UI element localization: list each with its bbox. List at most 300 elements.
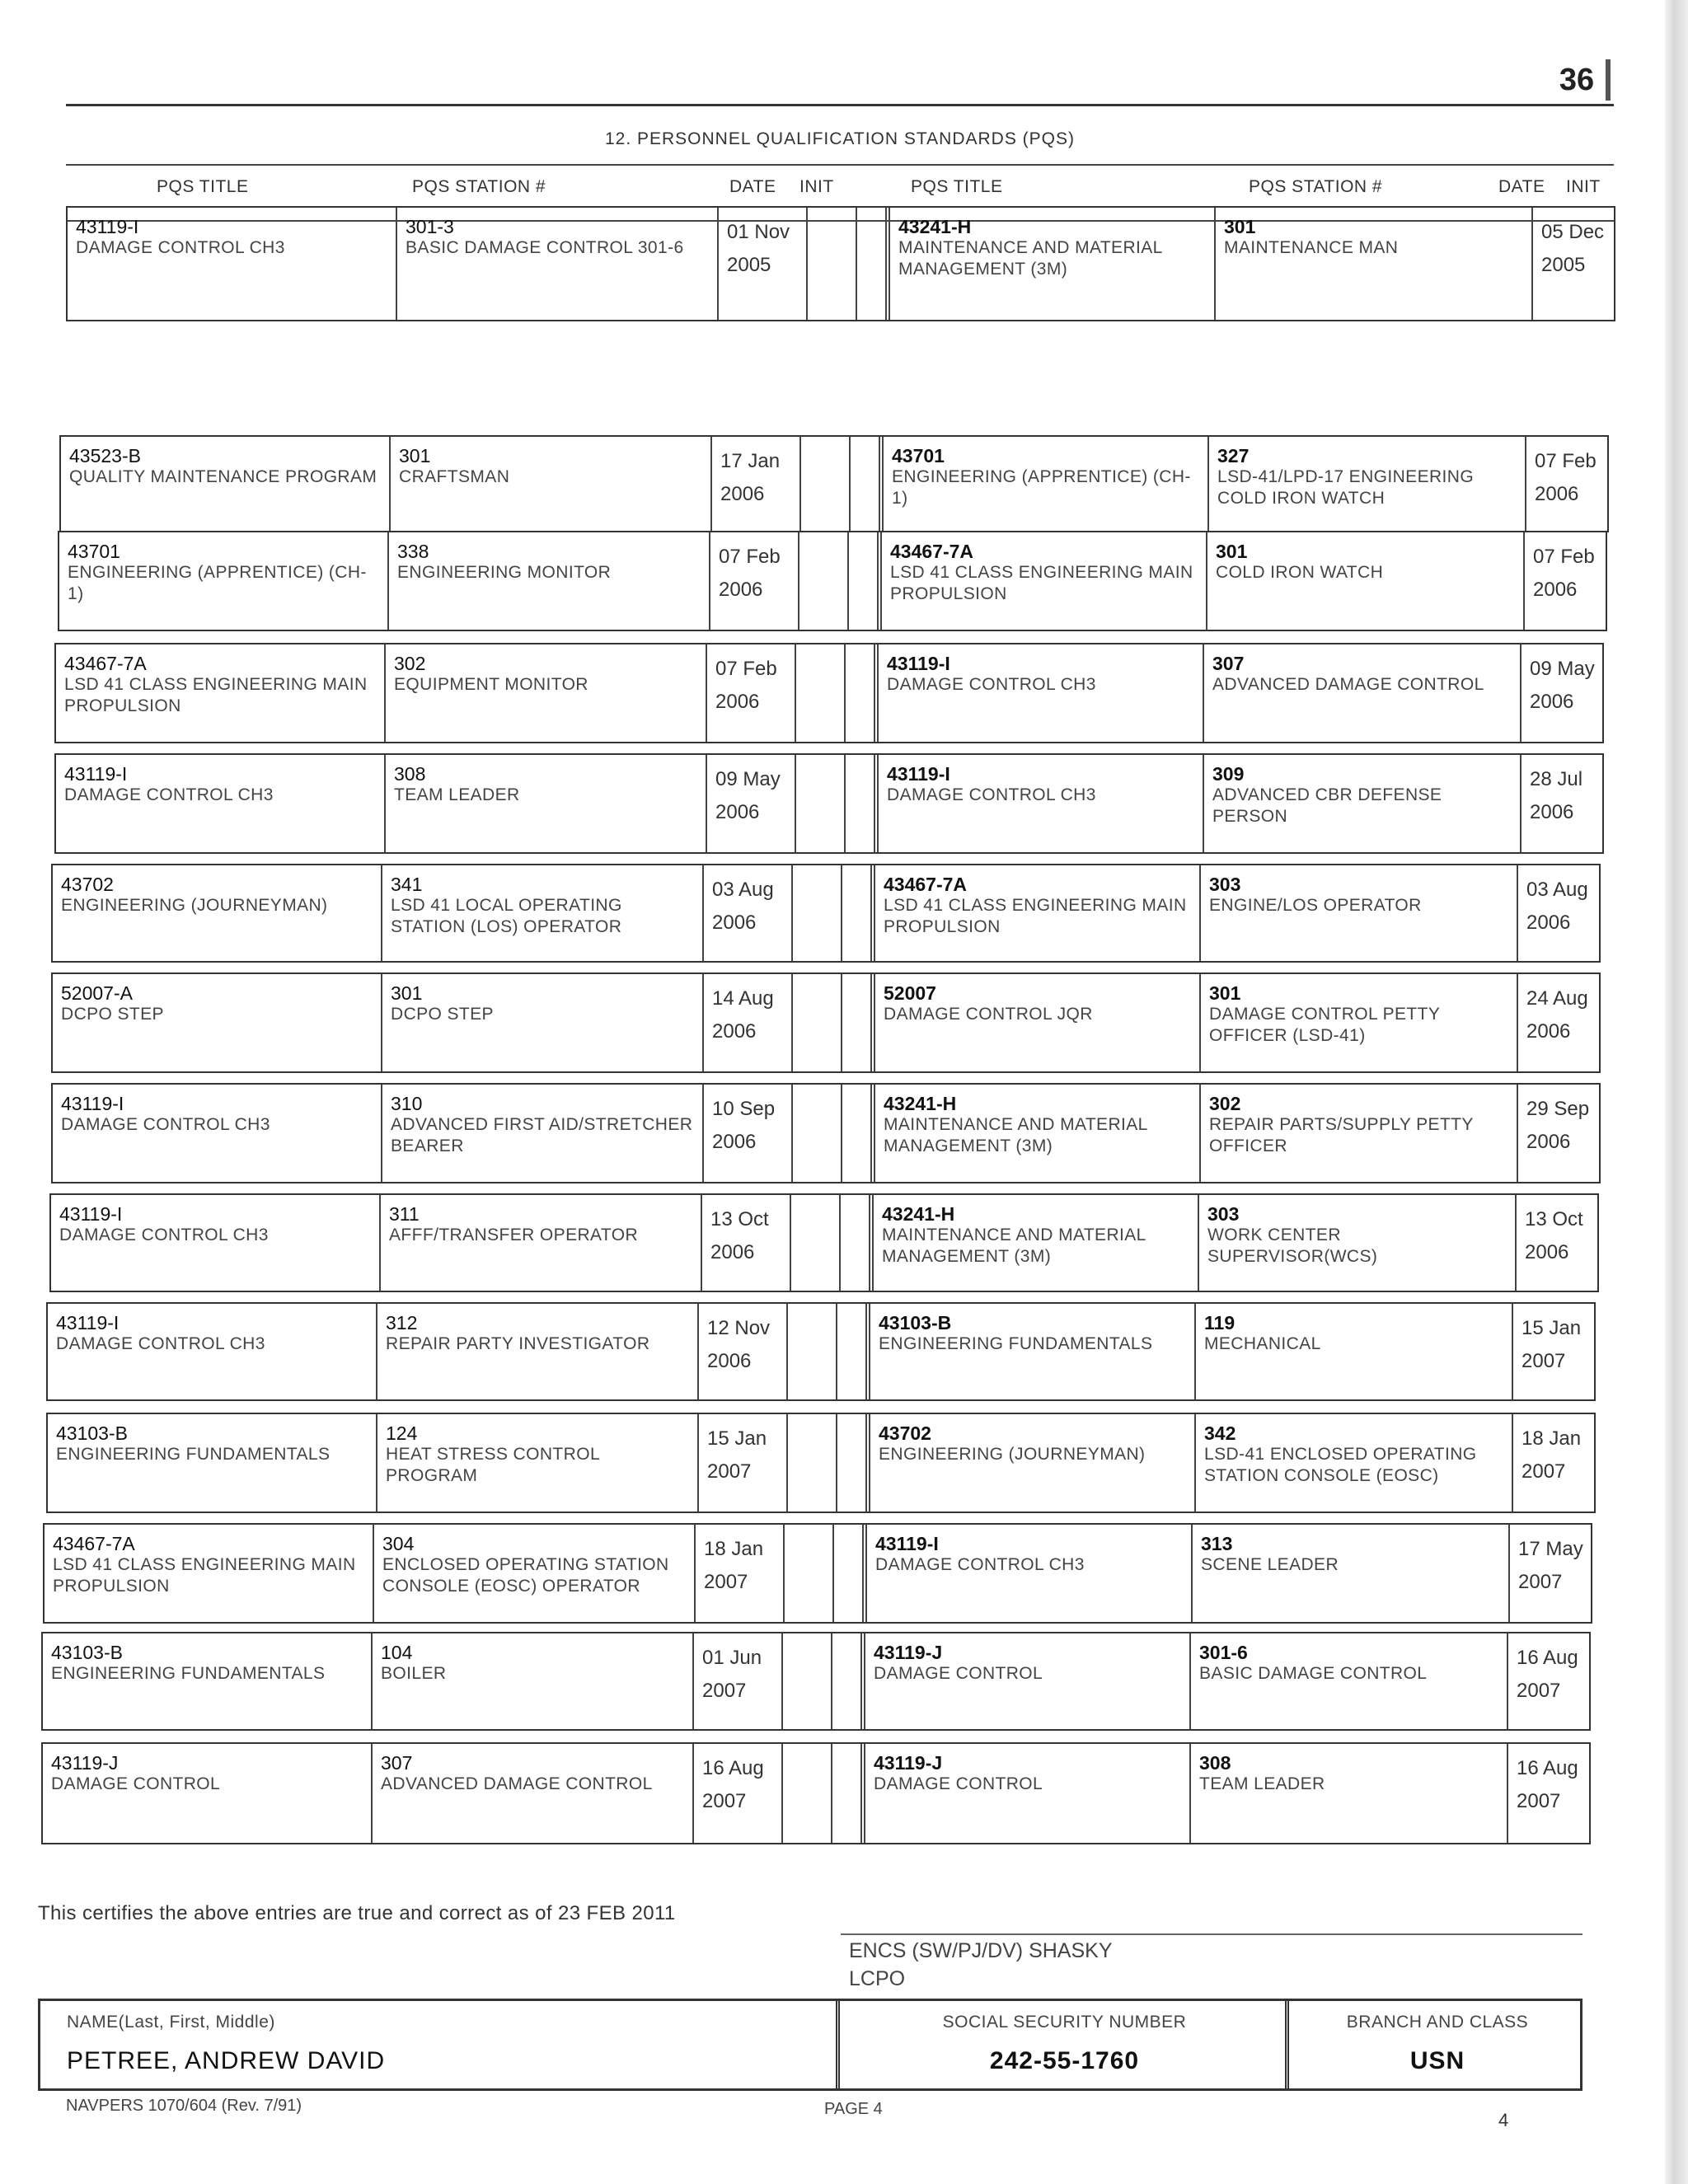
- pqs-title: DAMAGE CONTROL CH3: [887, 675, 1096, 694]
- pqs-title-cell: [53, 974, 382, 1071]
- pqs-title: MAINTENANCE AND MATERIAL MANAGEMENT (3M): [884, 1115, 1147, 1155]
- pqs-station-desc: ADVANCED FIRST AID/STRETCHER BEARER: [391, 1115, 693, 1155]
- pqs-station-desc: EQUIPMENT MONITOR: [394, 675, 588, 694]
- date-cell: [1510, 1525, 1594, 1622]
- pqs-code: 43523-B: [69, 445, 141, 466]
- pqs-station-number: 310: [391, 1093, 423, 1114]
- pqs-title-cell: [875, 974, 1201, 1071]
- footer-page-number: 4: [1498, 2110, 1509, 2130]
- init-cell: [793, 1085, 842, 1182]
- pqs-station-cell: [1191, 1744, 1508, 1843]
- pqs-station-cell: [1201, 865, 1518, 961]
- identity-box: [38, 1999, 1582, 2091]
- table-row: [46, 1413, 1596, 1513]
- ssn-cell: [844, 2001, 1289, 2088]
- date-day-month: 07 Feb: [1535, 450, 1597, 472]
- date-day-month: 03 Aug: [1526, 879, 1588, 901]
- pqs-title-cell: [882, 532, 1207, 630]
- date-cell: [1518, 865, 1602, 961]
- date-cell: [696, 1525, 785, 1622]
- pqs-title-cell: [68, 208, 397, 320]
- date-day-month: 07 Feb: [1533, 546, 1595, 568]
- pqs-title-cell: [879, 755, 1204, 852]
- pqs-station-cell: [386, 644, 707, 742]
- pqs-station-cell: [377, 1304, 699, 1399]
- date-cell: [1526, 437, 1611, 531]
- pqs-station-number: 327: [1217, 445, 1250, 466]
- pqs-title-cell: [865, 1744, 1191, 1843]
- pqs-code: 43467-7A: [53, 1533, 135, 1554]
- pqs-station-desc: CRAFTSMAN: [399, 467, 510, 486]
- pqs-title-cell: [53, 1085, 382, 1182]
- pqs-title: DAMAGE CONTROL CH3: [875, 1555, 1085, 1574]
- date-year: 2006: [1535, 483, 1579, 505]
- pqs-title-cell: [53, 865, 382, 961]
- column-separator: [842, 865, 875, 961]
- pqs-title-cell: [870, 1414, 1196, 1511]
- pqs-title-cell: [890, 208, 1216, 320]
- date-year: 2006: [712, 912, 757, 934]
- init-cell: [783, 1744, 832, 1843]
- pqs-title-cell: [45, 1525, 374, 1622]
- pqs-title-cell: [875, 1085, 1201, 1182]
- pqs-code: 52007: [884, 982, 936, 1004]
- pqs-station-desc: LSD-41 ENCLOSED OPERATING STATION CONSOLE (EOSC): [1204, 1445, 1477, 1485]
- date-day-month: 09 May: [1530, 658, 1595, 680]
- date-day-month: 01 Nov: [727, 221, 790, 243]
- pqs-title: LSD 41 CLASS ENGINEERING MAIN PROPULSION: [64, 675, 368, 715]
- date-day-month: 13 Oct: [710, 1208, 769, 1230]
- date-year: 2006: [712, 1020, 757, 1043]
- form-id: NAVPERS 1070/604 (Rev. 7/91): [66, 2097, 302, 2115]
- pqs-title: MAINTENANCE AND MATERIAL MANAGEMENT (3M): [882, 1226, 1146, 1266]
- pqs-code: 43103-B: [56, 1422, 128, 1444]
- pqs-title-cell: [59, 532, 389, 630]
- pqs-station-number: 312: [386, 1312, 418, 1333]
- date-year: 2007: [702, 1790, 747, 1812]
- pqs-station-number: 301: [399, 445, 431, 466]
- pqs-station-desc: REPAIR PARTY INVESTIGATOR: [386, 1334, 650, 1353]
- pqs-title-cell: [48, 1304, 377, 1399]
- pqs-title: LSD 41 CLASS ENGINEERING MAIN PROPULSION: [884, 896, 1187, 936]
- date-day-month: 18 Jan: [704, 1538, 764, 1560]
- pqs-station-desc: BASIC DAMAGE CONTROL 301-6: [406, 238, 684, 257]
- pqs-station-cell: [373, 1633, 694, 1729]
- date-cell: [699, 1414, 788, 1511]
- pqs-station-desc: BOILER: [381, 1664, 447, 1683]
- date-day-month: 15 Jan: [707, 1427, 767, 1450]
- pqs-station-cell: [1204, 644, 1522, 742]
- date-cell: [719, 208, 808, 320]
- pqs-station-number: 301: [391, 982, 423, 1004]
- pqs-station-desc: TEAM LEADER: [1199, 1774, 1325, 1793]
- table-row: [54, 643, 1604, 743]
- pqs-station-number: 104: [381, 1642, 413, 1663]
- ssn-label: SOCIAL SECURITY NUMBER: [942, 2013, 1187, 2032]
- table-row: [43, 1523, 1592, 1624]
- pqs-station-number: 303: [1209, 874, 1241, 895]
- col-header-init-2: INIT: [1566, 177, 1601, 196]
- table-row: [51, 972, 1601, 1073]
- pqs-title-cell: [884, 437, 1209, 531]
- pqs-title-cell: [61, 437, 391, 531]
- pqs-station-desc: LSD 41 LOCAL OPERATING STATION (LOS) OPERATOR: [391, 896, 622, 936]
- page-number: 36: [1548, 59, 1611, 101]
- init-cell: [791, 1195, 841, 1291]
- pqs-code: 43119-I: [887, 653, 950, 674]
- date-year: 2007: [707, 1460, 752, 1483]
- pqs-code: 52007-A: [61, 982, 133, 1004]
- pqs-station-cell: [391, 437, 712, 531]
- date-day-month: 16 Aug: [1517, 1757, 1578, 1779]
- pqs-station-number: 301-3: [406, 216, 454, 237]
- date-day-month: 10 Sep: [712, 1098, 776, 1120]
- table-row: [51, 864, 1601, 963]
- pqs-station-number: 308: [1199, 1752, 1231, 1774]
- signature-line: [841, 1933, 1582, 1935]
- pqs-title-cell: [56, 644, 386, 742]
- date-day-month: 07 Feb: [715, 658, 777, 680]
- pqs-code: 43119-I: [56, 1312, 120, 1333]
- column-separator: [837, 1304, 870, 1399]
- pqs-station-desc: MAINTENANCE MAN: [1224, 238, 1399, 257]
- column-separator: [846, 644, 879, 742]
- pqs-title-cell: [879, 644, 1204, 742]
- name-value: PETREE, ANDREW DAVID: [67, 2047, 386, 2074]
- date-year: 2007: [1517, 1790, 1561, 1812]
- pqs-code: 43701: [68, 541, 120, 562]
- date-day-month: 03 Aug: [712, 879, 774, 901]
- pqs-station-cell: [377, 1414, 699, 1511]
- pqs-title-cell: [865, 1633, 1191, 1729]
- name-cell: [40, 2001, 840, 2088]
- column-separator: [842, 974, 875, 1071]
- date-year: 2006: [1526, 1020, 1571, 1043]
- date-day-month: 18 Jan: [1522, 1427, 1582, 1450]
- pqs-station-cell: [1201, 1085, 1518, 1182]
- pqs-title-cell: [48, 1414, 377, 1511]
- scan-edge-shadow: [1665, 0, 1688, 2184]
- pqs-station-cell: [1201, 974, 1518, 1071]
- pqs-station-number: 342: [1204, 1422, 1236, 1444]
- pqs-title: QUALITY MAINTENANCE PROGRAM: [69, 467, 377, 486]
- pqs-station-cell: [386, 755, 707, 852]
- pqs-code: 43119-I: [875, 1533, 939, 1554]
- pqs-station-desc: WORK CENTER SUPERVISOR(WCS): [1207, 1226, 1378, 1266]
- section-title: 12. PERSONNEL QUALIFICATION STANDARDS (PQS): [604, 129, 1076, 148]
- date-day-month: 15 Jan: [1522, 1317, 1582, 1339]
- pqs-station-cell: [1209, 437, 1526, 531]
- pqs-code: 43119-J: [51, 1752, 119, 1774]
- pqs-title: MAINTENANCE AND MATERIAL MANAGEMENT (3M): [898, 238, 1162, 279]
- pqs-title: DAMAGE CONTROL: [874, 1774, 1043, 1793]
- date-cell: [1517, 1195, 1601, 1291]
- date-cell: [1508, 1744, 1592, 1843]
- pqs-station-cell: [382, 1085, 704, 1182]
- date-cell: [1513, 1414, 1597, 1511]
- pqs-title: DAMAGE CONTROL CH3: [61, 1115, 270, 1134]
- table-row: [46, 1302, 1596, 1401]
- pqs-header: [66, 104, 1614, 222]
- date-day-month: 16 Aug: [1517, 1647, 1578, 1669]
- pqs-station-cell: [381, 1195, 702, 1291]
- col-header-pqs-station-2: PQS STATION #: [1249, 177, 1383, 196]
- branch-label: BRANCH AND CLASS: [1346, 2013, 1529, 2032]
- col-header-date: DATE: [729, 177, 776, 196]
- date-year: 2006: [1530, 801, 1574, 823]
- pqs-code: 43702: [879, 1422, 931, 1444]
- date-day-month: 01 Jun: [702, 1647, 762, 1669]
- branch-value: USN: [1409, 2047, 1465, 2074]
- pqs-station-number: 302: [1209, 1093, 1241, 1114]
- date-cell: [1518, 974, 1602, 1071]
- date-day-month: 17 Jan: [720, 450, 781, 472]
- pqs-title: ENGINEERING (APPRENTICE) (CH-1): [892, 467, 1191, 508]
- pqs-title-cell: [43, 1744, 373, 1843]
- date-cell: [1525, 532, 1609, 630]
- date-cell: [1522, 755, 1606, 852]
- date-day-month: 24 Aug: [1526, 987, 1588, 1010]
- column-separator: [832, 1633, 865, 1729]
- date-cell: [704, 1085, 793, 1182]
- pqs-title: DAMAGE CONTROL: [51, 1774, 221, 1793]
- pqs-title: DAMAGE CONTROL JQR: [884, 1005, 1093, 1024]
- pqs-title: DAMAGE CONTROL CH3: [56, 1334, 265, 1353]
- pqs-station-desc: LSD-41/LPD-17 ENGINEERING COLD IRON WATCH: [1217, 467, 1475, 508]
- date-year: 2006: [720, 483, 765, 505]
- pqs-station-desc: MECHANICAL: [1204, 1334, 1321, 1353]
- column-separator: [841, 1195, 874, 1291]
- pqs-title-cell: [51, 1195, 381, 1291]
- certification-statement: This certifies the above entries are true and correct as of 23 FEB 2011: [38, 1902, 676, 1924]
- column-separator: [842, 1085, 875, 1182]
- date-day-month: 17 May: [1518, 1538, 1583, 1560]
- pqs-station-desc: BASIC DAMAGE CONTROL: [1199, 1664, 1428, 1683]
- column-separator: [851, 437, 884, 531]
- date-day-month: 07 Feb: [719, 546, 781, 568]
- pqs-title: DCPO STEP: [61, 1005, 164, 1024]
- branch-cell: [1293, 2001, 1582, 2088]
- pqs-title: DAMAGE CONTROL CH3: [64, 785, 274, 804]
- date-cell: [699, 1304, 788, 1399]
- pqs-station-desc: DCPO STEP: [391, 1005, 494, 1024]
- pqs-station-number: 301: [1209, 982, 1241, 1004]
- pqs-title: DAMAGE CONTROL CH3: [59, 1226, 269, 1244]
- col-header-pqs-title: PQS TITLE: [157, 177, 249, 196]
- date-year: 2007: [1517, 1680, 1561, 1702]
- init-cell: [785, 1525, 834, 1622]
- pqs-code: 43702: [61, 874, 114, 895]
- pqs-station-desc: TEAM LEADER: [394, 785, 520, 804]
- page-footer: PAGE 4: [824, 2100, 883, 2118]
- pqs-title-cell: [875, 865, 1201, 961]
- pqs-station-desc: SCENE LEADER: [1201, 1555, 1339, 1574]
- name-label: NAME(Last, First, Middle): [67, 2013, 275, 2032]
- date-year: 2006: [707, 1350, 752, 1372]
- date-year: 2006: [710, 1241, 755, 1263]
- pqs-station-cell: [389, 532, 710, 630]
- pqs-station-number: 304: [382, 1533, 415, 1554]
- date-year: 2006: [1533, 579, 1578, 601]
- pqs-station-number: 308: [394, 763, 426, 785]
- date-year: 2006: [1526, 1131, 1571, 1153]
- col-header-pqs-title-2: PQS TITLE: [911, 177, 1003, 196]
- column-separator: [837, 1414, 870, 1511]
- pqs-code: 43119-I: [64, 763, 128, 785]
- pqs-station-number: 301: [1216, 541, 1248, 562]
- column-separator: [849, 532, 882, 630]
- signer-title: LCPO: [849, 1967, 906, 1990]
- pqs-station-number: 309: [1212, 763, 1245, 785]
- pqs-code: 43467-7A: [64, 653, 147, 674]
- pqs-station-number: 338: [397, 541, 429, 562]
- pqs-station-number: 313: [1201, 1533, 1233, 1554]
- pqs-station-cell: [1191, 1633, 1508, 1729]
- init-cell: [799, 532, 849, 630]
- pqs-station-number: 311: [389, 1203, 420, 1225]
- pqs-code: 43241-H: [884, 1093, 957, 1114]
- date-day-month: 13 Oct: [1525, 1208, 1583, 1230]
- pqs-station-desc: ENGINEERING MONITOR: [397, 563, 612, 582]
- pqs-station-desc: REPAIR PARTS/SUPPLY PETTY OFFICER: [1209, 1115, 1474, 1155]
- date-cell: [1508, 1633, 1592, 1729]
- pqs-title: DAMAGE CONTROL CH3: [887, 785, 1096, 804]
- date-cell: [694, 1633, 783, 1729]
- init-cell: [796, 644, 846, 742]
- pqs-station-number: 301: [1224, 216, 1256, 237]
- table-row: [59, 435, 1609, 532]
- date-year: 2007: [702, 1680, 747, 1702]
- column-separator: [846, 755, 879, 852]
- init-cell: [788, 1414, 837, 1511]
- pqs-title: LSD 41 CLASS ENGINEERING MAIN PROPULSION: [890, 563, 1193, 603]
- date-year: 2006: [1530, 691, 1574, 713]
- pqs-station-number: 303: [1207, 1203, 1240, 1225]
- date-cell: [1522, 644, 1606, 742]
- pqs-station-desc: ADVANCED CBR DEFENSE PERSON: [1212, 785, 1442, 826]
- pqs-title: DAMAGE CONTROL CH3: [76, 238, 285, 257]
- pqs-title: ENGINEERING (JOURNEYMAN): [61, 896, 328, 915]
- date-year: 2006: [1525, 1241, 1569, 1263]
- date-day-month: 12 Nov: [707, 1317, 771, 1339]
- pqs-station-cell: [1199, 1195, 1517, 1291]
- pqs-station-cell: [397, 208, 719, 320]
- date-cell: [702, 1195, 791, 1291]
- column-separator: [832, 1744, 865, 1843]
- date-cell: [710, 532, 799, 630]
- table-row: [49, 1193, 1599, 1292]
- pqs-title: ENGINEERING FUNDAMENTALS: [51, 1664, 326, 1683]
- col-header-pqs-station: PQS STATION #: [412, 177, 546, 196]
- pqs-station-desc: HEAT STRESS CONTROL PROGRAM: [386, 1445, 600, 1485]
- pqs-title: ENGINEERING (JOURNEYMAN): [879, 1445, 1146, 1464]
- pqs-title: ENGINEERING FUNDAMENTALS: [56, 1445, 331, 1464]
- date-cell: [704, 974, 793, 1071]
- init-cell: [783, 1633, 832, 1729]
- pqs-title-cell: [56, 755, 386, 852]
- pqs-station-cell: [374, 1525, 696, 1622]
- pqs-station-desc: DAMAGE CONTROL PETTY OFFICER (LSD-41): [1209, 1005, 1440, 1045]
- init-cell: [793, 974, 842, 1071]
- pqs-code: 43119-J: [874, 1642, 943, 1663]
- pqs-title: ENGINEERING (APPRENTICE) (CH-1): [68, 563, 367, 603]
- date-cell: [712, 437, 801, 531]
- pqs-station-cell: [1196, 1304, 1513, 1399]
- pqs-station-cell: [373, 1744, 694, 1843]
- date-cell: [694, 1744, 783, 1843]
- pqs-code: 43701: [892, 445, 945, 466]
- pqs-station-number: 302: [394, 653, 426, 674]
- date-cell: [1533, 208, 1617, 320]
- pqs-station-cell: [1196, 1414, 1513, 1511]
- date-year: 2006: [719, 579, 763, 601]
- pqs-station-desc: ADVANCED DAMAGE CONTROL: [381, 1774, 653, 1793]
- table-row: [54, 753, 1604, 854]
- pqs-station-number: 341: [391, 874, 423, 895]
- pqs-station-desc: ENGINE/LOS OPERATOR: [1209, 896, 1422, 915]
- pqs-title: LSD 41 CLASS ENGINEERING MAIN PROPULSION: [53, 1555, 356, 1596]
- table-row: [66, 206, 1615, 321]
- table-row: [41, 1632, 1591, 1731]
- date-year: 2006: [712, 1131, 757, 1153]
- pqs-station-number: 119: [1204, 1312, 1236, 1333]
- pqs-title-cell: [870, 1304, 1196, 1399]
- signer-name: ENCS (SW/PJ/DV) SHASKY: [849, 1939, 1113, 1962]
- pqs-code: 43241-H: [882, 1203, 955, 1225]
- pqs-title-cell: [867, 1525, 1193, 1622]
- init-cell: [793, 865, 842, 961]
- pqs-code: 43119-I: [887, 763, 950, 785]
- pqs-title-cell: [43, 1633, 373, 1729]
- pqs-station-desc: COLD IRON WATCH: [1216, 563, 1384, 582]
- init-cell: [808, 208, 857, 320]
- pqs-code: 43467-7A: [884, 874, 968, 895]
- date-year: 2006: [715, 691, 760, 713]
- date-year: 2007: [1518, 1571, 1563, 1593]
- date-cell: [1513, 1304, 1597, 1399]
- pqs-station-desc: ADVANCED DAMAGE CONTROL: [1212, 675, 1484, 694]
- pqs-station-cell: [1193, 1525, 1510, 1622]
- date-year: 2007: [1522, 1460, 1566, 1483]
- column-separator: [857, 208, 890, 320]
- date-day-month: 16 Aug: [702, 1757, 764, 1779]
- date-cell: [1518, 1085, 1602, 1182]
- pqs-code: 43103-B: [51, 1642, 123, 1663]
- signature-block: [849, 1937, 1113, 1993]
- pqs-station-number: 307: [381, 1752, 413, 1774]
- pqs-code: 43119-I: [59, 1203, 123, 1225]
- table-row: [58, 531, 1607, 631]
- date-day-month: 14 Aug: [712, 987, 774, 1010]
- date-day-month: 09 May: [715, 768, 781, 790]
- pqs-station-desc: AFFF/TRANSFER OPERATOR: [389, 1226, 639, 1244]
- pqs-code: 43119-J: [874, 1752, 943, 1774]
- pqs-station-cell: [1216, 208, 1533, 320]
- date-cell: [704, 865, 793, 961]
- pqs-station-number: 301-6: [1199, 1642, 1248, 1663]
- init-cell: [801, 437, 851, 531]
- date-year: 2006: [1526, 912, 1571, 934]
- pqs-station-cell: [382, 865, 704, 961]
- date-year: 2007: [704, 1571, 748, 1593]
- pqs-station-number: 307: [1212, 653, 1245, 674]
- date-day-month: 05 Dec: [1541, 221, 1605, 243]
- pqs-code: 43467-7A: [890, 541, 974, 562]
- pqs-station-cell: [1207, 532, 1525, 630]
- pqs-station-cell: [382, 974, 704, 1071]
- init-cell: [796, 755, 846, 852]
- pqs-code: 43103-B: [879, 1312, 952, 1333]
